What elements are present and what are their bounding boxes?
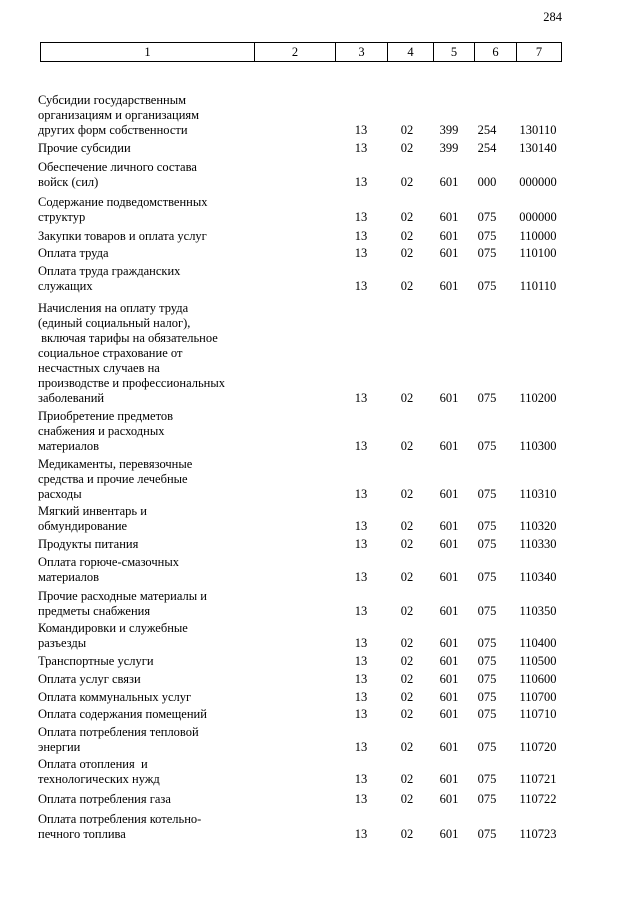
row-name xyxy=(38,160,253,190)
row-name-line: Прочие субсидии xyxy=(38,141,131,155)
cell-c4: 02 xyxy=(400,636,414,650)
cell-c5: 601 xyxy=(439,246,459,260)
row-name-line: снабжения и расходных xyxy=(38,424,165,438)
cell-c6: 075 xyxy=(477,391,497,405)
page-number: 284 xyxy=(543,10,562,24)
cell-c7: 000000 xyxy=(519,210,557,224)
cell-c3: 13 xyxy=(354,772,368,786)
cell-c4: 02 xyxy=(400,175,414,189)
cell-c5: 601 xyxy=(439,707,459,721)
cell-c7: 110330 xyxy=(519,537,557,551)
row-name-line: социальное страхование от xyxy=(38,346,183,360)
cell-c4: 02 xyxy=(400,123,414,137)
header-col-3: 3 xyxy=(336,43,388,61)
cell-c3: 13 xyxy=(354,604,368,618)
row-name xyxy=(38,195,253,225)
cell-c7: 110500 xyxy=(519,654,557,668)
cell-c5: 601 xyxy=(439,175,459,189)
cell-c6: 075 xyxy=(477,487,497,501)
cell-c3: 13 xyxy=(354,519,368,533)
cell-c7: 110710 xyxy=(519,707,557,721)
row-name-line: структур xyxy=(38,210,86,224)
row-name xyxy=(38,812,253,842)
cell-c7: 110700 xyxy=(519,690,557,704)
cell-c6: 075 xyxy=(477,827,497,841)
row-name-line: материалов xyxy=(38,439,100,453)
row-name-line: Начисления на оплату труда xyxy=(38,301,189,315)
cell-c5: 601 xyxy=(439,487,459,501)
row-name xyxy=(38,555,253,585)
cell-c5: 601 xyxy=(439,229,459,243)
row-name-line: Мягкий инвентарь и xyxy=(38,504,147,518)
cell-c7: 110110 xyxy=(519,279,557,293)
row-name-line: служащих xyxy=(38,279,93,293)
row-name-line: средства и прочие лечебные xyxy=(38,472,188,486)
row-name xyxy=(38,725,253,755)
cell-c3: 13 xyxy=(354,537,368,551)
cell-c6: 075 xyxy=(477,672,497,686)
cell-c7: 130110 xyxy=(519,123,557,137)
cell-c6: 075 xyxy=(477,740,497,754)
cell-c7: 110100 xyxy=(519,246,557,260)
row-name-line: Оплата труда xyxy=(38,246,109,260)
row-name xyxy=(38,537,253,552)
row-name-line: Обеспечение личного состава xyxy=(38,160,197,174)
row-name xyxy=(38,672,253,687)
cell-c4: 02 xyxy=(400,707,414,721)
cell-c5: 601 xyxy=(439,636,459,650)
row-name-line: Продукты питания xyxy=(38,537,139,551)
cell-c5: 601 xyxy=(439,570,459,584)
row-name-line: энергии xyxy=(38,740,81,754)
cell-c4: 02 xyxy=(400,604,414,618)
cell-c7: 110600 xyxy=(519,672,557,686)
row-name xyxy=(38,621,253,651)
row-name-line: Оплата услуг связи xyxy=(38,672,141,686)
row-name-line: разъезды xyxy=(38,636,87,650)
cell-c3: 13 xyxy=(354,487,368,501)
row-name-line: включая тарифы на обязательное xyxy=(38,331,218,345)
cell-c5: 601 xyxy=(439,672,459,686)
cell-c4: 02 xyxy=(400,210,414,224)
cell-c7: 110300 xyxy=(519,439,557,453)
row-name xyxy=(38,246,253,261)
cell-c3: 13 xyxy=(354,391,368,405)
row-name xyxy=(38,792,253,807)
cell-c6: 075 xyxy=(477,229,497,243)
cell-c7: 110723 xyxy=(519,827,557,841)
row-name-line: Оплата содержания помещений xyxy=(38,707,207,721)
cell-c3: 13 xyxy=(354,672,368,686)
row-name-line: Медикаменты, перевязочные xyxy=(38,457,193,471)
cell-c4: 02 xyxy=(400,279,414,293)
cell-c6: 254 xyxy=(477,123,497,137)
header-col-2: 2 xyxy=(255,43,336,61)
header-col-1: 1 xyxy=(41,43,255,61)
cell-c6: 075 xyxy=(477,690,497,704)
cell-c6: 075 xyxy=(477,654,497,668)
cell-c5: 601 xyxy=(439,210,459,224)
row-name-line: войск (сил) xyxy=(38,175,99,189)
row-name xyxy=(38,409,253,454)
cell-c4: 02 xyxy=(400,246,414,260)
row-name-line: Прочие расходные материалы и xyxy=(38,589,207,603)
cell-c6: 075 xyxy=(477,246,497,260)
header-col-5: 5 xyxy=(434,43,475,61)
cell-c4: 02 xyxy=(400,740,414,754)
cell-c5: 601 xyxy=(439,604,459,618)
cell-c4: 02 xyxy=(400,654,414,668)
cell-c7: 110721 xyxy=(519,772,557,786)
cell-c3: 13 xyxy=(354,123,368,137)
cell-c4: 02 xyxy=(400,391,414,405)
header-col-6: 6 xyxy=(475,43,517,61)
cell-c5: 399 xyxy=(439,141,459,155)
row-name xyxy=(38,707,253,722)
row-name-line: Оплата коммунальных услуг xyxy=(38,690,192,704)
cell-c6: 075 xyxy=(477,279,497,293)
cell-c3: 13 xyxy=(354,707,368,721)
cell-c4: 02 xyxy=(400,229,414,243)
cell-c3: 13 xyxy=(354,175,368,189)
cell-c6: 075 xyxy=(477,210,497,224)
cell-c7: 110320 xyxy=(519,519,557,533)
cell-c4: 02 xyxy=(400,537,414,551)
cell-c7: 110200 xyxy=(519,391,557,405)
header-col-7: 7 xyxy=(535,45,543,59)
row-name-line: несчастных случаев на xyxy=(38,361,160,375)
cell-c4: 02 xyxy=(400,792,414,806)
row-name-line: Содержание подведомственных xyxy=(38,195,208,209)
cell-c5: 601 xyxy=(439,537,459,551)
row-name-line: (единый социальный налог), xyxy=(38,316,191,330)
row-name-line: организациям и организациям xyxy=(38,108,200,122)
cell-c7: 130140 xyxy=(519,141,557,155)
cell-c4: 02 xyxy=(400,519,414,533)
row-name-line: Оплата потребления котельно- xyxy=(38,812,202,826)
cell-c3: 13 xyxy=(354,792,368,806)
row-name-line: Оплата труда гражданских xyxy=(38,264,181,278)
row-name-line: печного топлива xyxy=(38,827,126,841)
cell-c5: 399 xyxy=(439,123,459,137)
cell-c6: 254 xyxy=(477,141,497,155)
cell-c6: 075 xyxy=(477,792,497,806)
row-name xyxy=(38,229,253,244)
cell-c6: 075 xyxy=(477,604,497,618)
cell-c3: 13 xyxy=(354,827,368,841)
row-name-line: предметы снабжения xyxy=(38,604,151,618)
row-name-line: заболеваний xyxy=(38,391,105,405)
row-name-line: Оплата потребления тепловой xyxy=(38,725,199,739)
cell-c7: 110000 xyxy=(519,229,557,243)
row-name xyxy=(38,654,253,669)
row-name-line: Закупки товаров и оплата услуг xyxy=(38,229,207,243)
cell-c6: 075 xyxy=(477,570,497,584)
cell-c6: 000 xyxy=(477,175,497,189)
row-name xyxy=(38,301,253,406)
cell-c4: 02 xyxy=(400,487,414,501)
cell-c3: 13 xyxy=(354,141,368,155)
cell-c5: 601 xyxy=(439,772,459,786)
row-name-line: материалов xyxy=(38,570,100,584)
row-name-line: Оплата горюче-смазочных xyxy=(38,555,179,569)
cell-c6: 075 xyxy=(477,772,497,786)
cell-c3: 13 xyxy=(354,740,368,754)
cell-c5: 601 xyxy=(439,654,459,668)
cell-c5: 601 xyxy=(439,827,459,841)
cell-c7: 110310 xyxy=(519,487,557,501)
cell-c6: 075 xyxy=(477,439,497,453)
cell-c4: 02 xyxy=(400,690,414,704)
cell-c5: 601 xyxy=(439,279,459,293)
row-name-line: Субсидии государственным xyxy=(38,93,187,107)
row-name-line: Командировки и служебные xyxy=(38,621,188,635)
cell-c3: 13 xyxy=(354,636,368,650)
row-name-line: Транспортные услуги xyxy=(38,654,154,668)
cell-c5: 601 xyxy=(439,690,459,704)
cell-c3: 13 xyxy=(354,439,368,453)
cell-c4: 02 xyxy=(400,672,414,686)
cell-c4: 02 xyxy=(400,827,414,841)
cell-c5: 601 xyxy=(439,519,459,533)
cell-c6: 075 xyxy=(477,519,497,533)
cell-c3: 13 xyxy=(354,229,368,243)
row-name-line: технологических нужд xyxy=(38,772,160,786)
cell-c3: 13 xyxy=(354,654,368,668)
cell-c7: 110720 xyxy=(519,740,557,754)
cell-c3: 13 xyxy=(354,570,368,584)
cell-c4: 02 xyxy=(400,570,414,584)
row-name-line: производстве и профессиональных xyxy=(38,376,226,390)
row-name-line: Оплата отопления и xyxy=(38,757,148,771)
cell-c7: 110400 xyxy=(519,636,557,650)
cell-c4: 02 xyxy=(400,772,414,786)
cell-c6: 075 xyxy=(477,537,497,551)
row-name-line: других форм собственности xyxy=(38,123,188,137)
cell-c3: 13 xyxy=(354,690,368,704)
row-name-line: обмундирование xyxy=(38,519,128,533)
row-name xyxy=(38,93,253,138)
cell-c4: 02 xyxy=(400,439,414,453)
row-name xyxy=(38,457,253,502)
row-name xyxy=(38,141,253,156)
cell-c7: 110340 xyxy=(519,570,557,584)
cell-c6: 075 xyxy=(477,707,497,721)
row-name xyxy=(38,690,253,705)
cell-c5: 601 xyxy=(439,439,459,453)
cell-c6: 075 xyxy=(477,636,497,650)
row-name xyxy=(38,589,253,619)
row-name-line: Оплата потребления газа xyxy=(38,792,171,806)
row-name xyxy=(38,264,253,294)
cell-c5: 601 xyxy=(439,391,459,405)
header-col-4: 4 xyxy=(388,43,434,61)
cell-c3: 13 xyxy=(354,210,368,224)
cell-c3: 13 xyxy=(354,279,368,293)
row-name xyxy=(38,504,253,534)
cell-c4: 02 xyxy=(400,141,414,155)
row-name xyxy=(38,757,253,787)
cell-c5: 601 xyxy=(439,740,459,754)
cell-c7: 000000 xyxy=(519,175,557,189)
row-name-line: Приобретение предметов xyxy=(38,409,174,423)
cell-c3: 13 xyxy=(354,246,368,260)
cell-c5: 601 xyxy=(439,792,459,806)
cell-c7: 110722 xyxy=(519,792,557,806)
row-name-line: расходы xyxy=(38,487,82,501)
table-header xyxy=(40,42,562,62)
cell-c7: 110350 xyxy=(519,604,557,618)
